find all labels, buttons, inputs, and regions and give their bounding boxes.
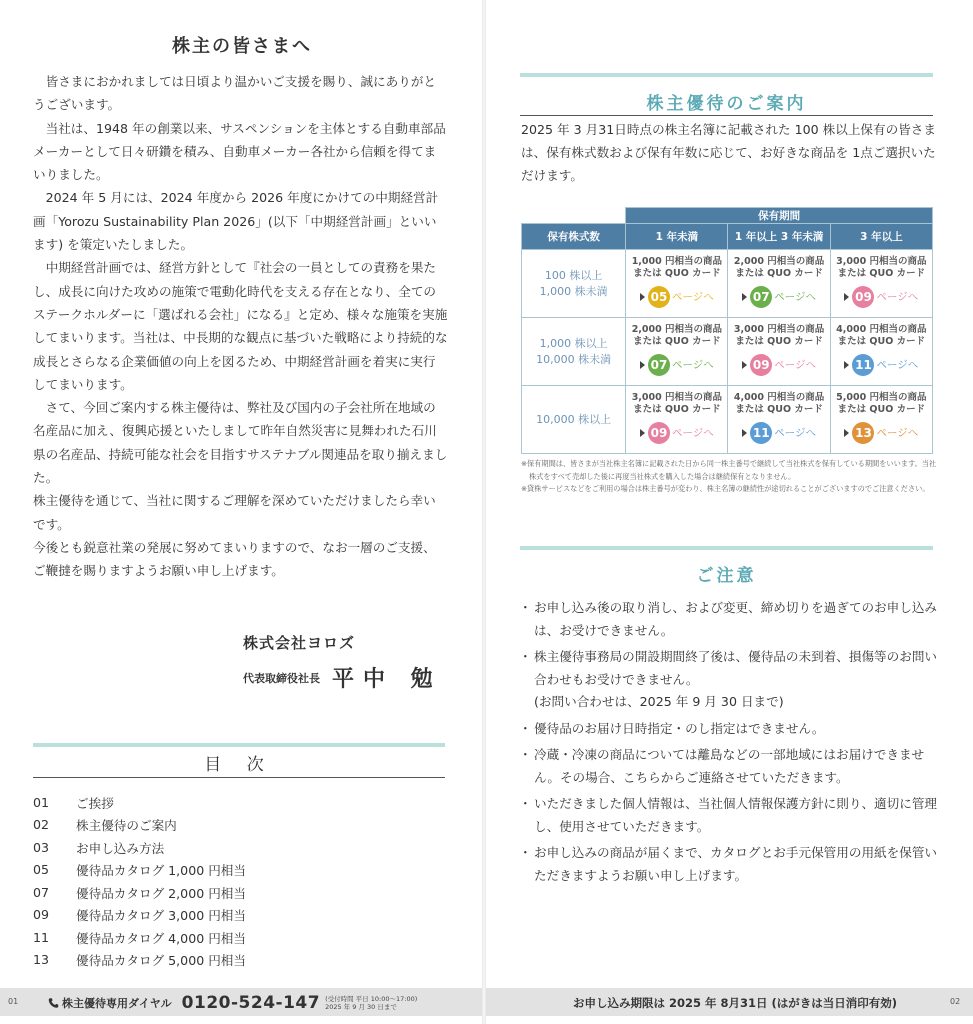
- toc-item[interactable]: 09 優待品カタログ 3,000 円相当: [33, 907, 246, 924]
- page-link[interactable]: [728, 354, 829, 376]
- arrow-right-icon: [640, 429, 645, 437]
- benefit-table: [521, 207, 933, 454]
- toc-item[interactable]: 02 株主優待のご案内: [33, 817, 177, 834]
- application-deadline: お申し込み期限は 2025 年 8月31日 (はがきは当日消印有効): [573, 996, 898, 1010]
- dial-number[interactable]: 0120-524-147: [181, 993, 321, 1013]
- page-badge: 09: [648, 422, 670, 444]
- shares-header: 保有株式数: [522, 224, 626, 250]
- arrow-right-icon: [742, 293, 747, 301]
- greeting-paragraph: 皆さまにおかれましては日頃より温かいご支援を賜り、誠にありがとうございます。: [33, 74, 436, 113]
- page-link[interactable]: [831, 354, 932, 376]
- page-badge: 05: [648, 286, 670, 308]
- caution-rule: [520, 546, 933, 550]
- toc-item[interactable]: 13 優待品カタログ 5,000 円相当: [33, 952, 246, 969]
- benefit-cell: 3,000 円相当の商品 または QUO カード 09 ページへ: [830, 250, 932, 318]
- page-badge: 09: [852, 286, 874, 308]
- benefit-cell: 4,000 円相当の商品 または QUO カード 11 ページへ: [728, 386, 830, 454]
- arrow-right-icon: [640, 293, 645, 301]
- table-of-contents: [33, 791, 333, 971]
- period-header: 1 年未満: [626, 224, 728, 250]
- page-link-label: ページへ: [671, 359, 714, 371]
- yutai-title: 株主優待のご案内: [646, 94, 807, 114]
- yutai-rule-bottom: [520, 115, 933, 116]
- caution-item: ・ 株主優待事務局の開設期間終了後は、優待品の未到着、損傷等のお問い合わせもお受けできません。 (お問い合わせは、2025 年 9 月 30 日まで): [519, 649, 937, 709]
- benefit-cell: 3,000 円相当の商品 または QUO カード 09 ページへ: [728, 318, 830, 386]
- yutai-intro: 2025 年 3 月31日時点の株主名簿に記載された 100 株以上保有の皆さまは、保有株式数および保有年数に応じて、お好きな商品を 1点ご選択いただけます。: [521, 122, 936, 183]
- dial-hours: (受付時間 平日 10:00〜17:00) 2025 年 9 月 30 日まで: [325, 995, 418, 1011]
- table-corner-blank: [522, 208, 626, 224]
- page-link-label: ページへ: [774, 291, 816, 303]
- arrow-right-icon: [844, 361, 849, 369]
- arrow-right-icon: [844, 293, 849, 301]
- page-link-label: ページへ: [671, 427, 714, 439]
- greeting-paragraph: さて、今回ご案内する株主優待は、弊社及び国内の子会社所在地域の名産品に加え、復興応援といたしまして昨年自然災害に見舞われた石川県の名産品、持続可能な社会を目指すサステナブル関連品を取り揃えました。: [33, 400, 448, 486]
- greeting-paragraph: 株主優待を通じて、当社に関するご理解を深めていただけましたら幸いです。: [33, 493, 436, 532]
- greeting-title: 株主の皆さまへ: [172, 36, 312, 57]
- benefit-cell: 1,000 円相当の商品 または QUO カード 05 ページへ: [626, 250, 728, 318]
- toc-item[interactable]: 07 優待品カタログ 2,000 円相当: [33, 884, 246, 901]
- yutai-rule-top: [520, 73, 933, 77]
- toc-item[interactable]: 11 優待品カタログ 4,000 円相当: [33, 929, 246, 946]
- greeting-body: [33, 70, 448, 583]
- greeting-paragraph: 中期経営計画では、経営方針として『社会の一員としての責務を果たし、成長に向けた攻めの施策で電動化時代を支える存在となり、全てのステークホルダーに「選ばれる会社」になる』と定め、様々な施策を実施してまいります。当社は、中長期的な観点に基づいた戦略により持続的な成長とさらなる企業価値の向上を図るため、中期経営計画を着実に実行してまいります。: [33, 260, 448, 392]
- caution-title: ご注意: [696, 566, 757, 586]
- caution-item: ・ 優待品のお届け日時指定・のし指定はできません。: [519, 720, 825, 736]
- toc-title: 目 次: [204, 755, 274, 775]
- caution-item: ・ お申し込み後の取り消し、および変更、締め切りを過ぎてのお申し込みは、お受けできません。: [519, 600, 937, 638]
- page-badge: 13: [852, 422, 874, 444]
- caution-item: ・ お申し込みの商品が届くまで、カタログとお手元保管用の用紙を保管いただきますようお願い申し上げます。: [519, 845, 937, 883]
- benefit-cell: 2,000 円相当の商品 または QUO カード 07 ページへ: [728, 250, 830, 318]
- note-text: ※保有期間は、皆さまが当社株主名簿に記載された日から同一株主番号で継続して当社株式を保有している期間をいいます。当社株式をすべて売却した後に再度当社株式を購入した場合は継続保有となりません。: [521, 459, 937, 481]
- phone-icon: [48, 997, 59, 1009]
- holding-period-header: 保有期間: [626, 208, 933, 224]
- page-number-right: 02: [950, 997, 961, 1006]
- benefit-cell: 5,000 円相当の商品 または QUO カード 13 ページへ: [830, 386, 932, 454]
- ceo-name: 平中 勉: [332, 666, 442, 692]
- page-badge: 09: [750, 354, 772, 376]
- arrow-right-icon: [742, 361, 747, 369]
- dial-label: 株主優待専用ダイヤル: [62, 997, 172, 1010]
- ceo-signature: [243, 662, 442, 693]
- page-link[interactable]: [831, 422, 932, 444]
- greeting-paragraph: 当社は、1948 年の創業以来、サスペンションを主体とする自動車部品メーカーとして日々研鑽を積み、自動車メーカー各社から信頼を得てまいりました。: [33, 120, 446, 183]
- shares-range: 100 株以上 1,000 株未満: [522, 250, 626, 318]
- page-link-label: ページへ: [876, 359, 919, 371]
- page-link[interactable]: [626, 354, 727, 376]
- arrow-right-icon: [640, 361, 645, 369]
- page-link[interactable]: [626, 286, 727, 308]
- benefit-cell: 4,000 円相当の商品 または QUO カード 11 ページへ: [830, 318, 932, 386]
- page-link[interactable]: [728, 286, 829, 308]
- page-link[interactable]: [626, 422, 727, 444]
- support-dial: [48, 993, 417, 1013]
- caution-list: [519, 597, 939, 891]
- toc-rule-bottom: [33, 777, 445, 778]
- page-badge: 07: [648, 354, 670, 376]
- page-badge: 11: [852, 354, 874, 376]
- table-notes: [521, 458, 941, 496]
- toc-item[interactable]: 01 ご挨拶: [33, 794, 114, 811]
- page-link-label: ページへ: [876, 291, 919, 303]
- page-link-label: ページへ: [774, 359, 816, 371]
- page-link[interactable]: [831, 286, 932, 308]
- benefit-cell: 3,000 円相当の商品 または QUO カード 09 ページへ: [626, 386, 728, 454]
- page-link-label: ページへ: [876, 427, 919, 439]
- shares-range: 1,000 株以上 10,000 株未満: [522, 318, 626, 386]
- toc-item[interactable]: 03 お申し込み方法: [33, 839, 165, 856]
- toc-rule-top: [33, 743, 445, 747]
- page-badge: 11: [750, 422, 772, 444]
- page-number-left: 01: [8, 997, 19, 1006]
- note-text: ※貸株サービスなどをご利用の場合は株主番号が変わり、株主名簿の継続性が途切れることがございますのでご注意ください。: [521, 484, 930, 493]
- page-link-label: ページへ: [774, 427, 816, 439]
- left-page: [0, 0, 484, 1024]
- page-badge: 07: [750, 286, 772, 308]
- greeting-paragraph: 2024 年 5 月には、2024 年度から 2026 年度にかけての中期経営計画「Yorozu Sustainability Plan 2026」(以下「中期経営計画」といいます) を策定いたしました。: [33, 190, 439, 253]
- ceo-title: 代表取締役社長: [243, 671, 320, 685]
- shares-range: 10,000 株以上: [522, 386, 626, 454]
- company-name: 株式会社ヨロズ: [243, 634, 356, 652]
- period-header: 1 年以上 3 年未満: [728, 224, 830, 250]
- period-header: 3 年以上: [830, 224, 932, 250]
- page-link[interactable]: [728, 422, 829, 444]
- caution-item: ・ 冷蔵・冷凍の商品については離島などの一部地域にはお届けできません。その場合、こちらからご連絡させていただきます。: [519, 747, 925, 785]
- page-link-label: ページへ: [671, 291, 714, 303]
- greeting-paragraph: 今後とも鋭意社業の発展に努めてまいりますので、なお一層のご支援、ご鞭撻を賜りますようお願い申し上げます。: [33, 539, 436, 579]
- toc-item[interactable]: 05 優待品カタログ 1,000 円相当: [33, 862, 246, 879]
- caution-item: ・ いただきました個人情報は、当社個人情報保護方針に則り、適切に管理し、使用させていただきます。: [519, 796, 937, 834]
- arrow-right-icon: [844, 429, 849, 437]
- arrow-right-icon: [742, 429, 747, 437]
- benefit-cell: 2,000 円相当の商品 または QUO カード 07 ページへ: [626, 318, 728, 386]
